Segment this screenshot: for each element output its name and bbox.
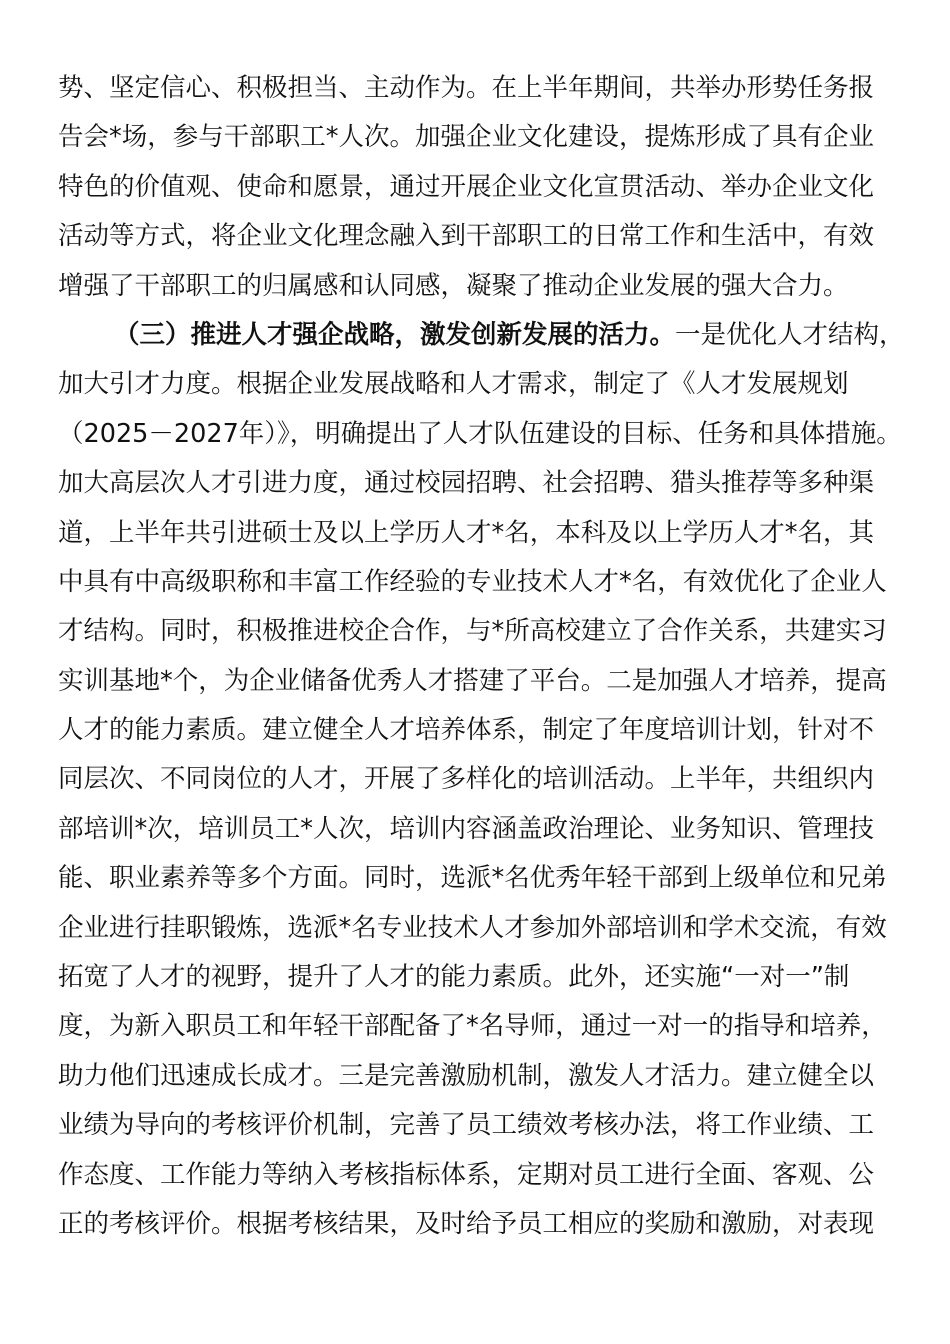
text-line: 势、坚定信心、积极担当、主动作为。在上半年期间，共举办形势任务报 [58, 73, 875, 103]
text-line: 特色的价值观、使命和愿景，通过开展企业文化宣贯活动、举办企业文化 [58, 171, 875, 202]
section-heading-line [58, 311, 905, 360]
text-line: 度，为新入职员工和年轻干部配备了*名导师，通过一对一的指导和培养， [58, 1011, 887, 1042]
text-line: 正的考核评价。根据考核结果，及时给予员工相应的奖励和激励，对表现 [58, 1208, 875, 1239]
text-line: 加大引才力度。根据企业发展战略和人才需求，制定了《人才发展规划 [58, 369, 849, 400]
text-line: 实训基地*个，为企业储备优秀人才搭建了平台。二是加强人才培养，提高 [58, 665, 887, 696]
text-line: 活动等方式，将企业文化理念融入到干部职工的日常工作和生活中，有效 [58, 221, 875, 252]
text-line: 助力他们迅速成长成才。三是完善激励机制，激发人才活力。建立健全以 [58, 1060, 875, 1091]
text-line: 业绩为导向的考核评价机制，完善了员工绩效考核办法，将工作业绩、工 [58, 1110, 875, 1141]
text-line: 拓宽了人才的视野，提升了人才的能力素质。此外，还实施“一对一”制 [58, 962, 850, 993]
text-line: 中具有中高级职称和丰富工作经验的专业技术人才*名，有效优化了企业人 [58, 566, 887, 597]
text-line: 同层次、不同岗位的人才，开展了多样化的培训活动。上半年，共组织内 [58, 764, 875, 795]
text-line: 企业进行挂职锻炼，选派*名专业技术人才参加外部培训和学术交流，有效 [58, 912, 887, 943]
text-line: 部培训*次，培训员工*人次，培训内容涵盖政治理论、业务知识、管理技 [58, 813, 875, 844]
text-line: 增强了干部职工的归属感和认同感，凝聚了推动企业发展的强大合力。 [58, 270, 849, 301]
section-3-heading: （三）推进人才强企战略，激发创新发展的活力。 [114, 319, 676, 350]
text-line: 加大高层次人才引进力度，通过校园招聘、社会招聘、猎头推荐等多种渠 [58, 468, 875, 499]
document-body [58, 64, 905, 1249]
section-3-first-line-text: 一是优化人才结构， [675, 319, 905, 350]
text-line: （2025－2027年）》，明确提出了人才队伍建设的目标、任务和具体措施。 [58, 418, 902, 449]
text-line: 才结构。同时，积极推进校企合作，与*所高校建立了合作关系，共建实习 [58, 616, 887, 647]
text-line: 道，上半年共引进硕士及以上学历人才*名，本科及以上学历人才*名，其 [58, 517, 875, 548]
text-line: 人才的能力素质。建立健全人才培养体系，制定了年度培训计划，针对不 [58, 715, 875, 746]
text-line: 作态度、工作能力等纳入考核指标体系，定期对员工进行全面、客观、公 [58, 1159, 875, 1190]
text-line: 能、职业素养等多个方面。同时，选派*名优秀年轻干部到上级单位和兄弟 [58, 863, 887, 894]
text-line: 告会*场，参与干部职工*人次。加强企业文化建设，提炼形成了具有企业 [58, 122, 875, 153]
